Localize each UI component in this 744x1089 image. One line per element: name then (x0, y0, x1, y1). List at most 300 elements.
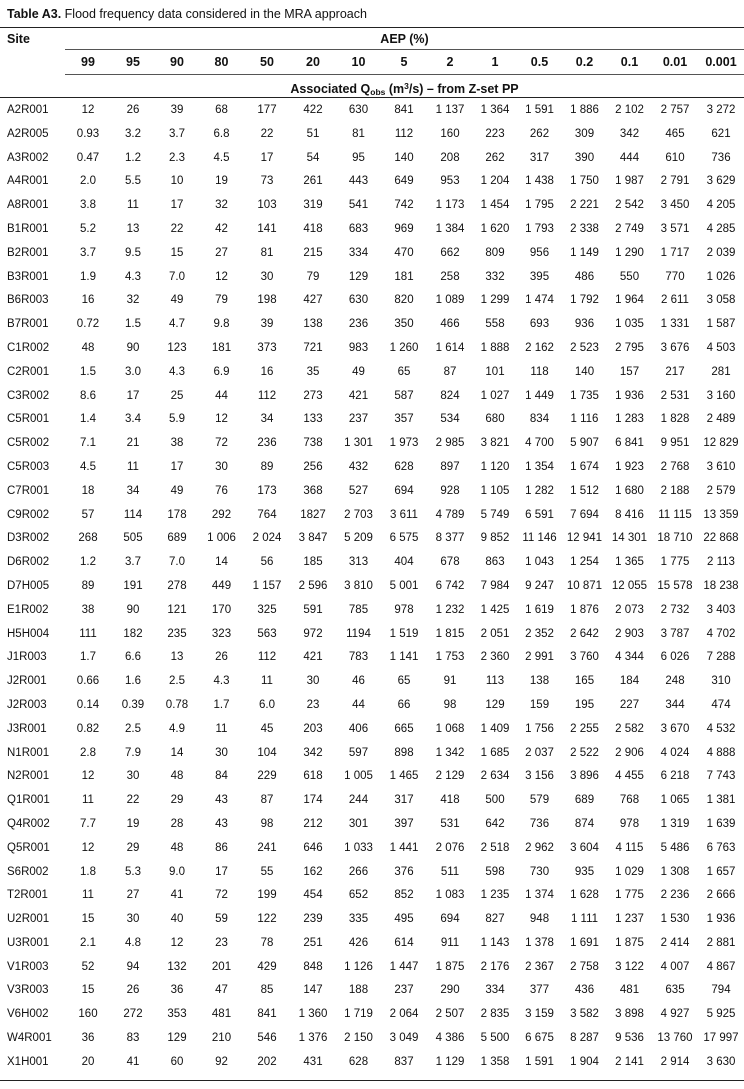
value-cell: 1 068 (435, 722, 465, 735)
value-cell: 147 (303, 984, 323, 997)
value-cell: 273 (303, 389, 323, 402)
value-cell: 794 (711, 984, 731, 997)
value-cell: 173 (257, 484, 277, 497)
value-cell: 630 (348, 294, 369, 307)
value-cell: 3 896 (570, 770, 599, 783)
column-header: 0.5 (530, 55, 549, 69)
value-cell: 9 951 (660, 437, 690, 450)
table-row (0, 789, 744, 813)
value-cell: 81 (260, 246, 274, 259)
value-cell: 30 (260, 270, 274, 283)
value-cell: 18 710 (657, 532, 693, 545)
value-cell: 30 (306, 675, 320, 688)
value-cell: 140 (394, 151, 414, 164)
value-cell: 1 674 (570, 460, 599, 473)
value-cell: 3 821 (480, 437, 510, 450)
value-cell: 292 (211, 508, 232, 521)
value-cell: 662 (440, 246, 460, 259)
value-cell: 7.7 (80, 817, 96, 830)
value-cell: 92 (215, 1055, 228, 1068)
site-cell: B2R001 (7, 246, 49, 259)
site-cell: A2R001 (7, 104, 49, 116)
table-row (0, 99, 744, 123)
value-cell: 2 236 (660, 889, 690, 902)
value-cell: 272 (123, 1008, 143, 1021)
value-cell: 2.3 (169, 151, 185, 164)
value-cell: 652 (348, 889, 369, 902)
value-cell: 683 (348, 222, 369, 235)
value-cell: 1 027 (480, 389, 510, 402)
value-cell: 178 (167, 508, 187, 521)
value-cell: 1 750 (570, 175, 599, 188)
value-cell: 2 582 (615, 722, 644, 735)
table-row (0, 289, 744, 313)
value-cell: 848 (303, 960, 323, 973)
value-cell: 17 (170, 199, 184, 212)
value-cell: 1 283 (615, 413, 644, 426)
site-cell: B1R001 (7, 222, 49, 235)
value-cell: 121 (167, 603, 187, 616)
value-cell: 1 591 (525, 1055, 554, 1068)
value-cell: 3.2 (125, 127, 141, 140)
value-cell: 5 907 (570, 437, 599, 450)
value-cell: 28 (170, 817, 184, 830)
table-row (0, 599, 744, 623)
value-cell: 1 137 (435, 104, 465, 116)
table-row (0, 813, 744, 837)
value-cell: 26 (126, 104, 140, 116)
site-cell: D6R002 (7, 556, 50, 569)
value-cell: 357 (394, 413, 414, 426)
value-cell: 2 102 (615, 104, 644, 116)
value-cell: 1.7 (213, 698, 230, 711)
value-cell: 1 512 (570, 484, 599, 497)
value-cell: 236 (257, 437, 277, 450)
header-bottom-rule (0, 97, 744, 98)
value-cell: 546 (257, 1032, 277, 1045)
value-cell: 14 301 (611, 532, 648, 545)
value-cell: 0.72 (76, 318, 100, 331)
value-cell: 3.7 (80, 246, 96, 259)
value-cell: 91 (443, 675, 457, 688)
value-cell: 11 (261, 675, 273, 688)
value-cell: 30 (126, 913, 140, 926)
value-cell: 198 (257, 294, 277, 307)
value-cell: 2 757 (660, 104, 690, 116)
column-header: 2 (446, 55, 454, 69)
value-cell: 1 691 (570, 936, 599, 949)
value-cell: 911 (440, 936, 460, 949)
value-cell: 2 352 (525, 627, 554, 640)
value-cell: 4.3 (169, 365, 185, 378)
value-cell: 689 (167, 532, 187, 545)
value-cell: 0.82 (76, 722, 100, 735)
value-cell: 6.8 (213, 127, 230, 140)
table-row (0, 765, 744, 789)
value-cell: 98 (260, 817, 274, 830)
value-cell: 2 113 (707, 556, 735, 569)
value-cell: 1 026 (706, 270, 736, 283)
value-cell: 2 076 (435, 841, 465, 854)
value-cell: 0.78 (165, 698, 189, 711)
value-cell: 432 (348, 460, 369, 473)
value-cell: 9.0 (169, 865, 185, 878)
value-cell: 1 029 (615, 865, 644, 878)
value-cell: 418 (303, 222, 323, 235)
value-cell: 373 (257, 341, 277, 354)
column-header: 50 (260, 55, 274, 69)
value-cell: 678 (440, 556, 460, 569)
value-cell: 834 (529, 413, 550, 426)
value-cell: 94 (126, 960, 140, 973)
value-cell: 1 775 (660, 556, 690, 569)
value-cell: 429 (257, 960, 277, 973)
value-cell: 443 (348, 175, 369, 188)
value-cell: 5 209 (344, 532, 373, 545)
value-cell: 2 522 (570, 746, 599, 759)
value-cell: 65 (397, 365, 411, 378)
site-cell: Q4R002 (7, 817, 50, 830)
value-cell: 1 619 (525, 603, 554, 616)
site-cell: B6R003 (7, 294, 49, 307)
value-cell: 953 (440, 175, 460, 188)
value-cell: 421 (348, 389, 369, 402)
value-cell: 66 (397, 698, 411, 711)
value-cell: 212 (303, 817, 323, 830)
value-cell: 22 868 (703, 532, 739, 545)
site-cell: A3R002 (7, 151, 49, 164)
value-cell: 12 (170, 936, 184, 949)
value-cell: 1 438 (525, 175, 554, 188)
value-cell: 3.8 (80, 199, 96, 212)
value-cell: 3.4 (125, 413, 141, 426)
value-cell: 721 (303, 341, 323, 354)
table-row (0, 123, 744, 147)
value-cell: 6.0 (259, 698, 275, 711)
value-cell: 1 035 (615, 318, 644, 331)
value-cell: 182 (123, 627, 143, 640)
value-cell: 188 (348, 984, 369, 997)
value-cell: 27 (126, 889, 140, 902)
site-cell: C5R002 (7, 437, 50, 450)
value-cell: 680 (485, 413, 505, 426)
table-row (0, 742, 744, 766)
value-cell: 628 (394, 460, 414, 473)
value-cell: 1 876 (570, 603, 599, 616)
value-cell: 85 (260, 984, 274, 997)
value-cell: 237 (348, 413, 369, 426)
value-cell: 76 (215, 484, 228, 497)
value-cell: 874 (574, 817, 595, 830)
value-cell: 13 760 (657, 1032, 693, 1045)
value-cell: 7.1 (80, 437, 96, 450)
value-cell: 2.0 (80, 175, 96, 188)
value-cell: 1 299 (480, 294, 510, 307)
table-row (0, 718, 744, 742)
value-cell: 43 (215, 794, 228, 807)
value-cell: 170 (211, 603, 232, 616)
value-cell: 3 156 (525, 770, 554, 783)
value-cell: 628 (348, 1055, 369, 1068)
value-cell: 897 (440, 460, 460, 473)
value-cell: 1 384 (435, 222, 465, 235)
value-cell: 95 (352, 151, 365, 164)
value-cell: 1.7 (80, 651, 96, 664)
value-cell: 1.2 (125, 151, 141, 164)
value-cell: 1 680 (615, 484, 644, 497)
table-row (0, 194, 744, 218)
value-cell: 237 (394, 984, 414, 997)
value-cell: 738 (303, 437, 323, 450)
value-cell: 12 (215, 413, 228, 426)
value-cell: 3 670 (660, 722, 690, 735)
value-cell: 2 039 (706, 246, 736, 259)
value-cell: 309 (574, 127, 595, 140)
value-cell: 138 (303, 318, 323, 331)
value-cell: 2 542 (615, 199, 644, 212)
value-cell: 6 675 (525, 1032, 554, 1045)
table-row (0, 908, 744, 932)
site-cell: J2R003 (7, 698, 47, 711)
value-cell: 48 (170, 770, 184, 783)
value-cell: 11 (127, 460, 139, 473)
value-cell: 3 272 (706, 104, 736, 116)
value-cell: 770 (665, 270, 685, 283)
value-cell: 972 (303, 627, 323, 640)
value-cell: 1 126 (344, 960, 373, 973)
value-cell: 0.93 (76, 127, 100, 140)
value-cell: 4 532 (706, 722, 736, 735)
value-cell: 1 875 (615, 936, 644, 949)
value-cell: 2 518 (480, 841, 510, 854)
value-cell: 481 (211, 1008, 232, 1021)
value-cell: 1.9 (80, 270, 96, 283)
site-cell: S6R002 (7, 865, 49, 878)
value-cell: 5.2 (80, 222, 96, 235)
value-cell: 40 (170, 913, 184, 926)
value-cell: 2 073 (615, 603, 644, 616)
value-cell: 1 923 (615, 460, 644, 473)
value-cell: 421 (303, 651, 323, 664)
value-cell: 587 (394, 389, 414, 402)
value-cell: 5 749 (480, 508, 510, 521)
value-cell: 23 (306, 698, 320, 711)
value-cell: 377 (529, 984, 550, 997)
value-cell: 1 033 (344, 841, 373, 854)
top-rule (0, 27, 744, 28)
value-cell: 60 (170, 1055, 184, 1068)
table-row (0, 1003, 744, 1027)
value-cell: 290 (440, 984, 460, 997)
value-cell: 49 (170, 484, 184, 497)
value-cell: 3 604 (570, 841, 599, 854)
value-cell: 5 486 (660, 841, 690, 854)
value-cell: 969 (394, 222, 414, 235)
value-cell: 5 925 (706, 1008, 736, 1021)
value-cell: 1 474 (525, 294, 554, 307)
value-cell: 1 381 (706, 794, 736, 807)
value-cell: 0.66 (76, 675, 100, 688)
value-cell: 16 (81, 294, 95, 307)
value-cell: 827 (485, 913, 505, 926)
value-cell: 39 (260, 318, 274, 331)
table-row (0, 884, 744, 908)
value-cell: 79 (306, 270, 320, 283)
value-cell: 1.5 (125, 318, 141, 331)
value-cell: 2 037 (525, 746, 554, 759)
value-cell: 1 116 (570, 413, 599, 426)
value-cell: 2 051 (480, 627, 510, 640)
value-cell: 7.9 (125, 746, 141, 759)
value-cell: 2 906 (615, 746, 644, 759)
site-cell: C2R001 (7, 365, 50, 378)
table-row (0, 551, 744, 575)
table-row (0, 575, 744, 599)
table-row (0, 432, 744, 456)
value-cell: 48 (81, 341, 95, 354)
value-cell: 4 789 (435, 508, 465, 521)
value-cell: 19 (126, 817, 140, 830)
value-cell: 262 (485, 151, 505, 164)
value-cell: 2 903 (615, 627, 644, 640)
value-cell: 2 611 (661, 294, 689, 307)
value-cell: 3 450 (660, 199, 690, 212)
value-cell: 1 290 (615, 246, 644, 259)
value-cell: 4 024 (660, 746, 690, 759)
value-cell: 783 (348, 651, 369, 664)
value-cell: 614 (394, 936, 414, 949)
value-cell: 3 630 (706, 1055, 736, 1068)
value-cell: 38 (170, 437, 184, 450)
value-cell: 1 519 (389, 627, 419, 640)
caption-label: Table A3. (7, 7, 62, 21)
value-cell: 936 (574, 318, 595, 331)
value-cell: 17 (170, 460, 184, 473)
value-cell: 165 (574, 675, 595, 688)
value-cell: 11 (82, 889, 94, 902)
value-cell: 1 378 (525, 936, 554, 949)
value-cell: 730 (529, 865, 550, 878)
table-row (0, 480, 744, 504)
value-cell: 2 024 (252, 532, 282, 545)
value-cell: 181 (394, 270, 414, 283)
value-cell: 1.4 (80, 413, 96, 426)
value-cell: 56 (260, 556, 274, 569)
value-cell: 15 (170, 246, 184, 259)
value-cell: 4.9 (169, 722, 185, 735)
value-cell: 344 (665, 698, 685, 711)
site-cell: A4R001 (7, 175, 49, 188)
site-cell: V3R003 (7, 984, 49, 997)
value-cell: 9 247 (525, 579, 554, 592)
value-cell: 1 232 (435, 603, 465, 616)
value-cell: 140 (574, 365, 595, 378)
value-cell: 317 (529, 151, 550, 164)
value-cell: 241 (257, 841, 277, 854)
value-cell: 3 160 (706, 389, 736, 402)
value-cell: 635 (665, 984, 685, 997)
value-cell: 41 (170, 889, 184, 902)
value-cell: 334 (348, 246, 369, 259)
value-cell: 129 (348, 270, 369, 283)
value-cell: 1 441 (389, 841, 419, 854)
value-cell: 1 449 (525, 389, 554, 402)
value-cell: 203 (303, 722, 323, 735)
bottom-rule (0, 1080, 744, 1081)
value-cell: 768 (619, 794, 640, 807)
value-cell: 34 (260, 413, 274, 426)
value-cell: 29 (126, 841, 140, 854)
value-cell: 646 (303, 841, 323, 854)
value-cell: 159 (529, 698, 550, 711)
value-cell: 3.7 (125, 556, 141, 569)
value-cell: 406 (348, 722, 369, 735)
value-cell: 325 (257, 603, 277, 616)
value-cell: 13 (126, 222, 140, 235)
value-cell: 1 149 (570, 246, 599, 259)
value-cell: 436 (574, 984, 595, 997)
value-cell: 7 288 (706, 651, 736, 664)
value-cell: 5 001 (389, 579, 419, 592)
value-cell: 3 582 (570, 1008, 599, 1021)
value-cell: 133 (303, 413, 323, 426)
value-cell: 87 (443, 365, 457, 378)
site-cell: Q5R001 (7, 841, 50, 854)
value-cell: 11 (127, 199, 139, 212)
column-header: 0.001 (705, 55, 737, 69)
value-cell: 236 (348, 318, 369, 331)
value-cell: 1 657 (706, 865, 736, 878)
value-cell: 12 (215, 270, 228, 283)
value-cell: 2 579 (706, 484, 736, 497)
value-cell: 4 007 (660, 960, 690, 973)
value-cell: 4.5 (80, 460, 96, 473)
value-cell: 1 795 (525, 199, 554, 212)
value-cell: 1 204 (480, 175, 510, 188)
value-cell: 1 089 (435, 294, 465, 307)
value-cell: 2 596 (298, 579, 328, 592)
site-cell: D3R002 (7, 532, 50, 545)
value-cell: 397 (394, 817, 414, 830)
value-cell: 90 (126, 341, 140, 354)
site-cell: A2R005 (7, 127, 49, 140)
value-cell: 78 (260, 936, 274, 949)
value-cell: 454 (303, 889, 323, 902)
value-cell: 266 (348, 865, 369, 878)
value-cell: 2 666 (706, 889, 736, 902)
value-cell: 12 (81, 841, 95, 854)
value-cell: 495 (394, 913, 414, 926)
column-header: 5 (400, 55, 408, 69)
value-cell: 824 (440, 389, 460, 402)
site-cell: U3R001 (7, 936, 50, 949)
value-cell: 2 141 (615, 1055, 644, 1068)
value-cell: 235 (167, 627, 187, 640)
value-cell: 22 (260, 127, 274, 140)
value-cell: 5.5 (125, 175, 141, 188)
value-cell: 2 338 (570, 222, 599, 235)
site-cell: J1R003 (7, 651, 47, 664)
value-cell: 1 376 (298, 1032, 328, 1045)
value-cell: 898 (394, 746, 414, 759)
value-cell: 1 447 (389, 960, 419, 973)
value-cell: 36 (170, 984, 184, 997)
value-cell: 4 888 (706, 746, 736, 759)
value-cell: 1 364 (480, 104, 510, 116)
column-header: 20 (306, 55, 320, 69)
value-cell: 563 (257, 627, 277, 640)
value-cell: 258 (440, 270, 460, 283)
